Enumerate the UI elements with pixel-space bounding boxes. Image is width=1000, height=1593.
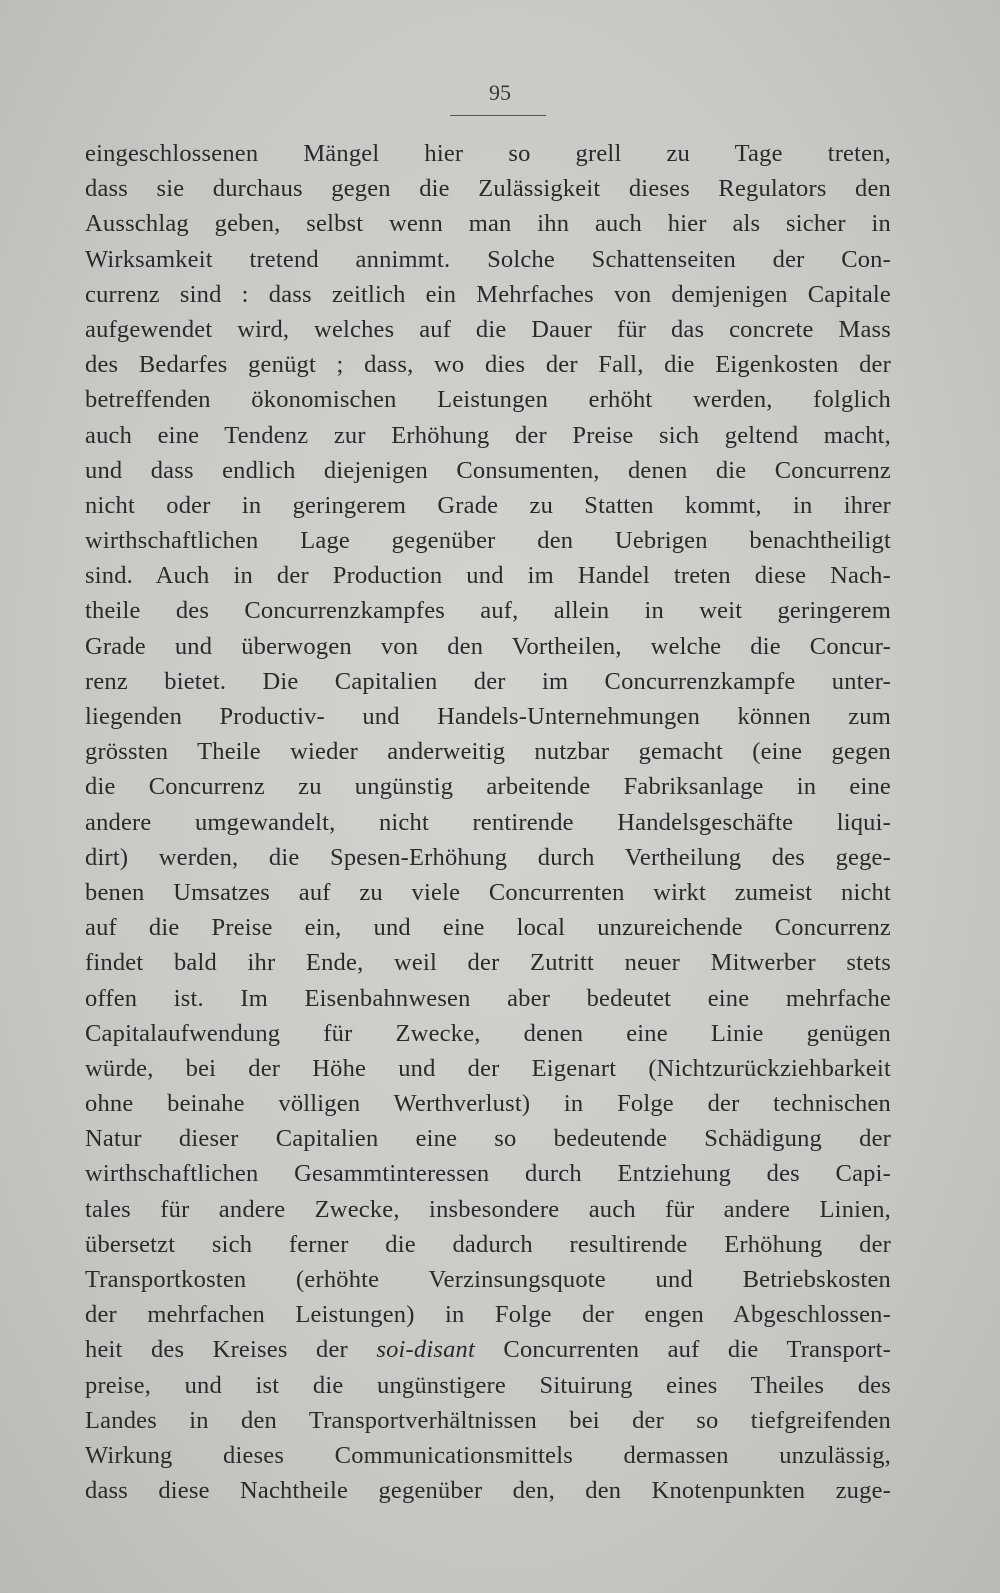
text-line: liegenden Productiv- und Handels-Unternehmungen können zum	[85, 703, 891, 730]
text-line: tales für andere Zwecke, insbesondere auch für andere Linien,	[85, 1195, 891, 1223]
text-line: dirt) werden, die Spesen-Erhöhung durch Vertheilung des gege-	[85, 843, 891, 871]
text-line: auf die Preise ein, und eine local unzureichende Concurrenz	[85, 914, 891, 942]
text-line: sind. Auch in der Production und im Handel treten diese Nach-	[85, 562, 891, 590]
text-line: wirthschaftlichen Gesammtinteressen durch Entziehung des Capi-	[85, 1160, 891, 1188]
text-line: renz bietet. Die Capitalien der im Concurrenzkampfe unter-	[85, 667, 891, 695]
text-line: übersetzt sich ferner die dadurch resultirende Erhöhung der	[85, 1230, 891, 1258]
text-line: grössten Theile wieder anderweitig nutzbar gemacht (eine gegen	[85, 738, 891, 766]
text-line: Ausschlag geben, selbst wenn man ihn auch hier als sicher in	[85, 210, 891, 238]
text-line: ohne beinahe völligen Werthverlust) in Folge der technischen	[85, 1090, 891, 1118]
text-line: würde, bei der Höhe und der Eigenart (Nichtzurückziehbarkeit	[85, 1054, 891, 1082]
text-line: offen ist. Im Eisenbahnwesen aber bedeutet eine mehrfache	[85, 984, 891, 1012]
text-line: Wirksamkeit tretend annimmt. Solche Schattenseiten der Con-	[85, 245, 891, 273]
text-line: dass diese Nachtheile gegenüber den, den Knotenpunkten zuge-	[85, 1477, 891, 1505]
text-line: und dass endlich diejenigen Consumenten, denen die Concurrenz	[85, 456, 891, 484]
text-line: heit des Kreises der soi-disant Concurrenten auf die Transport-	[85, 1336, 892, 1364]
text-line: preise, und ist die ungünstigere Situirung eines Theiles des	[85, 1371, 891, 1399]
text-line: aufgewendet wird, welches auf die Dauer für das concrete Mass	[85, 315, 891, 343]
text-line: andere umgewandelt, nicht rentirende Handelsgeschäfte liqui-	[85, 808, 891, 836]
text-line: findet bald ihr Ende, weil der Zutritt neuer Mitwerber stets	[85, 949, 891, 977]
text-line: betreffenden ökonomischen Leistungen erhöht werden, folglich	[85, 386, 891, 414]
italic-phrase: soi-disant	[376, 1336, 475, 1364]
text-line: Wirkung dieses Communicationsmittels dermassen unzulässig,	[85, 1441, 891, 1469]
text-line: die Concurrenz zu ungünstig arbeitende Fabriksanlage in eine	[85, 773, 891, 801]
text-line: currenz sind : dass zeitlich ein Mehrfaches von demjenigen Capitale	[85, 280, 891, 308]
text-line: theile des Concurrenzkampfes auf, allein in weit geringerem	[85, 597, 891, 625]
body-text	[85, 136, 891, 1508]
text-line: wirthschaftlichen Lage gegenüber den Uebrigen benachtheiligt	[85, 527, 891, 555]
text-line: eingeschlossenen Mängel hier so grell zu Tage treten,	[85, 140, 891, 167]
text-line: des Bedarfes genügt ; dass, wo dies der Fall, die Eigenkosten der	[85, 351, 891, 379]
text-line: Capitalaufwendung für Zwecke, denen eine Linie genügen	[85, 1019, 891, 1047]
text-line: Natur dieser Capitalien eine so bedeutende Schädigung der	[85, 1125, 891, 1153]
header-rule	[450, 115, 546, 116]
text-line: Landes in den Transportverhältnissen bei der so tiefgreifenden	[85, 1406, 891, 1434]
text-line: benen Umsatzes auf zu viele Concurrenten wirkt zumeist nicht	[85, 878, 891, 906]
text-line: auch eine Tendenz zur Erhöhung der Preise sich geltend macht,	[85, 421, 891, 449]
text-line: der mehrfachen Leistungen) in Folge der engen Abgeschlossen-	[85, 1301, 891, 1329]
text-line: Transportkosten (erhöhte Verzinsungsquote und Betriebskosten	[85, 1266, 891, 1293]
text-line: nicht oder in geringerem Grade zu Statten kommt, in ihrer	[85, 491, 891, 519]
text-line: Grade und überwogen von den Vortheilen, welche die Concur-	[85, 632, 891, 660]
page-number: 95	[489, 80, 511, 105]
text-line: dass sie durchaus gegen die Zulässigkeit dieses Regulators den	[85, 175, 891, 203]
